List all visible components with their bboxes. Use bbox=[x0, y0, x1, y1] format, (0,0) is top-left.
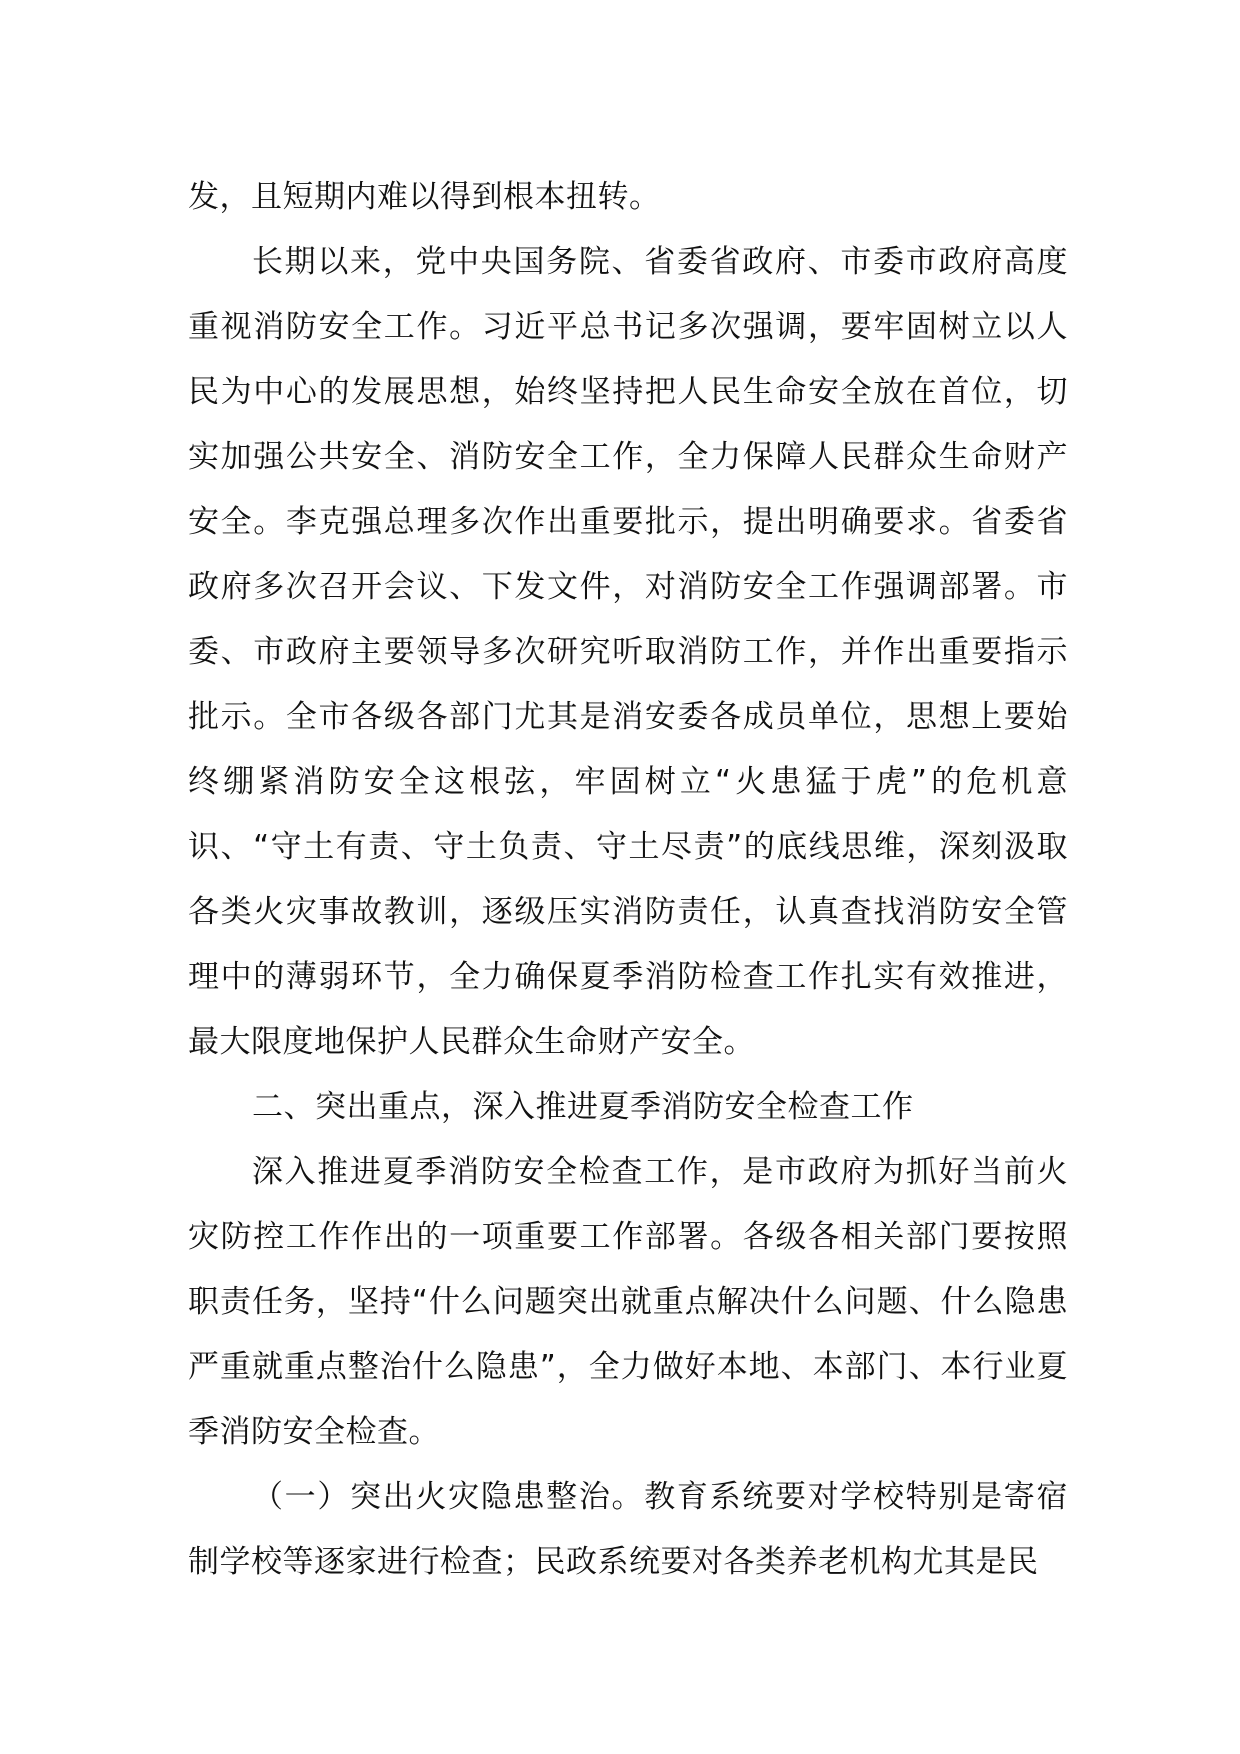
paragraph-summer-inspection: 深入推进夏季消防安全检查工作，是市政府为抓好当前火灾防控工作作出的一项重要工作部署。各级各相关部门要按照职责任务，坚持“什么问题突出就重点解决什么问题、什么隐患严重就重点整治什么隐患”，全力做好本地、本部门、本行业夏季消防安全检查。 bbox=[188, 1154, 1068, 1450]
paragraph-leadership-emphasis: 长期以来，党中央国务院、省委省政府、市委市政府高度重视消防安全工作。习近平总书记多次强调，要牢固树立以人民为中心的发展思想，始终坚持把人民生命安全放在首位，切实加强公共安全、消防安全工作，全力保障人民群众生命财产安全。李克强总理多次作出重要批示，提出明确要求。省委省政府多次召开会议、下发文件，对消防安全工作强调部署。市委、市政府主要领导多次研究听取消防工作，并作出重要指示批示。全市各级各部门尤其是消安委各成员单位，思想上要始终绷紧消防安全这根弦，牢固树立“火患猛于虎”的危机意识、“守土有责、守土负责、守土尽责”的底线思维，深刻汲取各类火灾事故教训，逐级压实消防责任，认真查找消防安全管理中的薄弱环节，全力确保夏季消防检查工作扎实有效推进，最大限度地保护人民群众生命财产安全。 bbox=[188, 244, 1068, 1060]
paragraph-continuation: 发，且短期内难以得到根本扭转。 bbox=[188, 179, 661, 215]
document-body bbox=[188, 165, 1068, 1595]
section-heading-2: 二、突出重点，深入推进夏季消防安全检查工作 bbox=[252, 1089, 914, 1125]
paragraph-subsection-1: （一）突出火灾隐患整治。教育系统要对学校特别是寄宿制学校等逐家进行检查；民政系统要对各类养老机构尤其是民 bbox=[188, 1479, 1068, 1580]
